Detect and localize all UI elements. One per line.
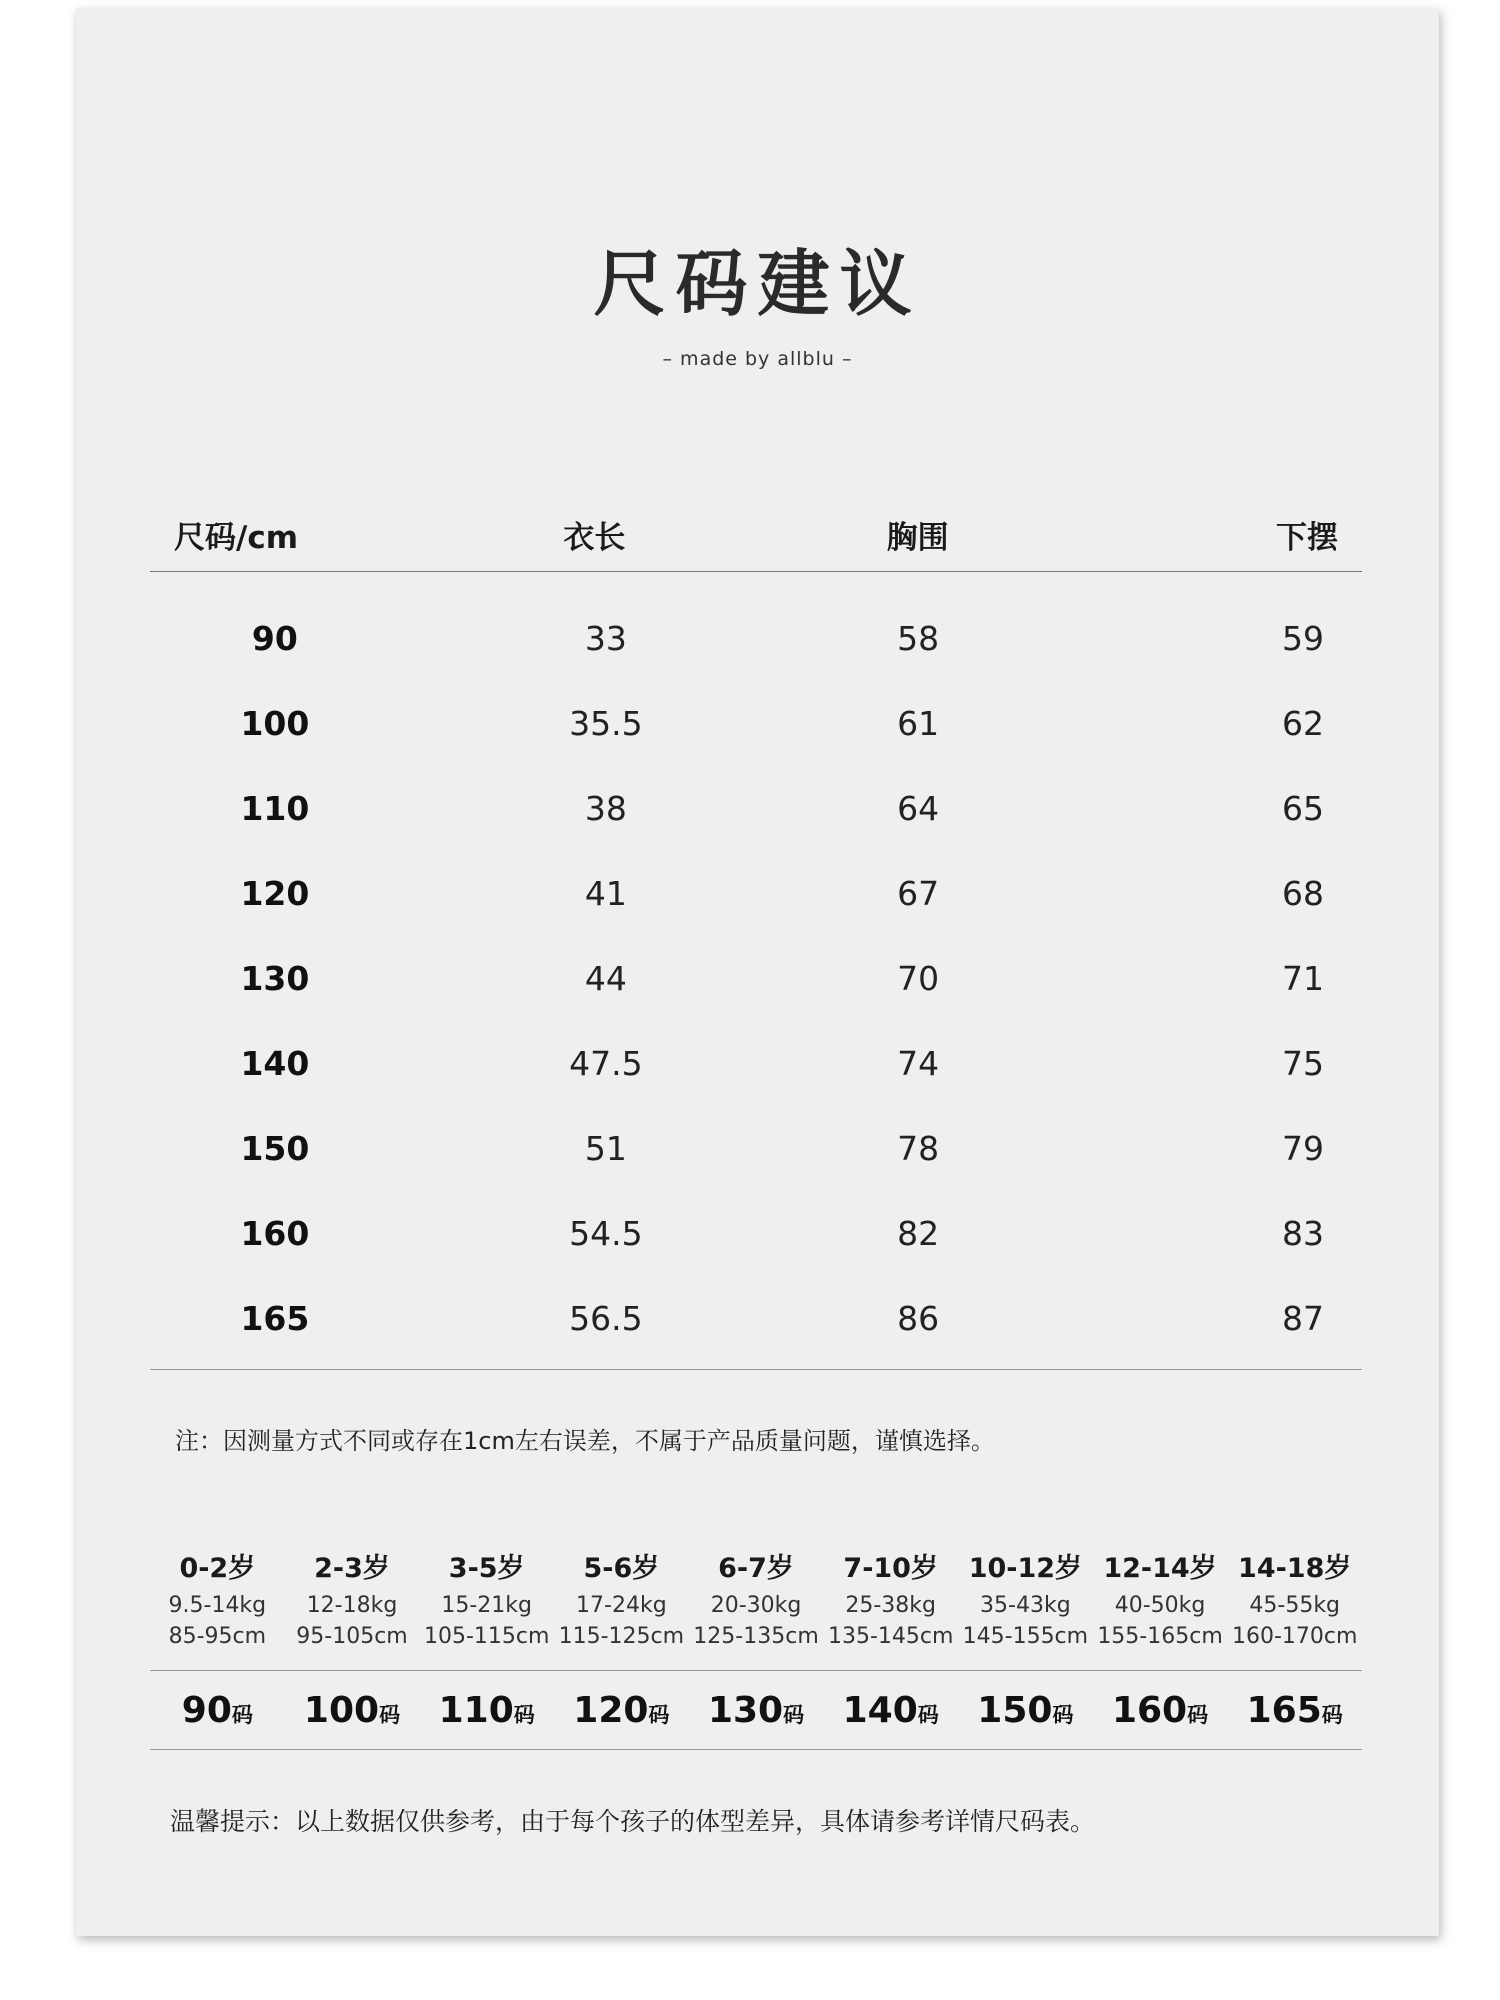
cell-chest: 61	[897, 704, 940, 743]
cell-length: 33	[584, 619, 627, 658]
age-guide-item	[1227, 1548, 1362, 1652]
cell-hem: 68	[1282, 874, 1324, 913]
cell-hem: 79	[1282, 1129, 1324, 1168]
cell-hem: 75	[1282, 1044, 1324, 1083]
age-label: 6-7岁	[718, 1553, 794, 1584]
table-row	[150, 936, 1362, 1021]
age-guide-item	[823, 1548, 958, 1652]
cell-chest: 78	[897, 1129, 940, 1168]
page-title: 尺码建议	[593, 242, 922, 326]
size-code-unit: 码	[231, 1702, 253, 1727]
cell-length: 47.5	[569, 1044, 643, 1083]
cell-chest: 64	[897, 789, 940, 828]
age-guide-item	[285, 1548, 420, 1652]
size-code-number: 110	[438, 1689, 514, 1731]
warm-tip: 温馨提示：以上数据仅供参考，由于每个孩子的体型差异，具体请参考详情尺码表。	[170, 1807, 1096, 1836]
age-label: 7-10岁	[843, 1553, 938, 1584]
age-height: 85-95cm	[168, 1624, 267, 1649]
size-code-unit: 码	[648, 1702, 670, 1727]
size-chart-card	[76, 8, 1439, 1936]
cell-chest: 58	[897, 619, 940, 658]
cell-hem: 71	[1282, 959, 1324, 998]
table-row	[150, 1021, 1362, 1106]
cell-length: 41	[584, 874, 627, 913]
cell-size: 165	[240, 1299, 310, 1338]
cell-size: 130	[240, 959, 310, 998]
age-height: 125-135cm	[693, 1624, 819, 1649]
table-row	[150, 681, 1362, 766]
cell-size: 110	[240, 789, 310, 828]
age-weight: 20-30kg	[710, 1593, 802, 1618]
size-code-row	[150, 1670, 1362, 1750]
age-height: 135-145cm	[827, 1624, 954, 1649]
age-weight: 35-43kg	[980, 1593, 1071, 1618]
size-code	[1093, 1690, 1228, 1731]
size-code	[1227, 1690, 1362, 1731]
size-code	[689, 1690, 824, 1731]
age-weight: 40-50kg	[1114, 1593, 1206, 1618]
cell-hem: 65	[1282, 789, 1324, 828]
age-weight: 12-18kg	[306, 1593, 398, 1618]
size-code-unit: 码	[917, 1702, 939, 1727]
age-guide-item	[150, 1548, 285, 1652]
cell-chest: 70	[897, 959, 940, 998]
age-height: 160-170cm	[1231, 1624, 1358, 1649]
cell-length: 35.5	[569, 704, 643, 743]
size-code-unit: 码	[1187, 1702, 1209, 1727]
age-height: 155-165cm	[1097, 1624, 1223, 1649]
age-label: 3-5岁	[448, 1553, 525, 1584]
age-label: 12-14岁	[1103, 1553, 1217, 1584]
size-code-unit: 码	[1052, 1702, 1074, 1727]
table-row	[150, 1106, 1362, 1191]
size-code-number: 120	[573, 1689, 649, 1731]
age-weight: 25-38kg	[845, 1593, 937, 1618]
cell-length: 44	[584, 959, 627, 998]
cell-hem: 59	[1282, 619, 1324, 658]
size-code-number: 140	[842, 1689, 918, 1731]
age-guide-item	[1093, 1548, 1228, 1652]
cell-length: 38	[584, 789, 627, 828]
age-height: 145-155cm	[962, 1624, 1089, 1649]
size-table	[150, 498, 1362, 1370]
size-code	[958, 1690, 1093, 1731]
size-table-body	[150, 572, 1362, 1370]
size-code-number: 100	[303, 1689, 380, 1731]
size-code	[419, 1690, 554, 1731]
age-height: 105-115cm	[423, 1624, 550, 1649]
size-code-unit: 码	[379, 1702, 401, 1727]
cell-hem: 62	[1282, 704, 1324, 743]
cell-length: 56.5	[569, 1299, 643, 1338]
cell-chest: 86	[897, 1299, 940, 1338]
cell-hem: 83	[1282, 1214, 1324, 1253]
age-weight: 15-21kg	[441, 1593, 532, 1618]
cell-length: 54.5	[569, 1214, 643, 1253]
size-code-number: 130	[707, 1689, 784, 1731]
size-code	[823, 1690, 958, 1731]
size-code-number: 160	[1111, 1689, 1188, 1731]
cell-chest: 82	[897, 1214, 940, 1253]
age-label: 0-2岁	[179, 1553, 256, 1584]
measurement-note: 注：因测量方式不同或存在1cm左右误差，不属于产品质量问题，谨慎选择。	[175, 1427, 995, 1455]
table-row	[150, 851, 1362, 936]
size-code	[554, 1690, 689, 1731]
age-label: 2-3岁	[314, 1553, 390, 1584]
table-row	[150, 1191, 1362, 1276]
cell-size: 160	[240, 1214, 310, 1253]
age-guide-item	[958, 1548, 1093, 1652]
size-code-unit: 码	[1321, 1702, 1343, 1727]
age-guide-item	[419, 1548, 554, 1652]
header-length: 衣长	[563, 520, 626, 556]
cell-size: 100	[240, 704, 310, 743]
cell-length: 51	[584, 1129, 627, 1168]
cell-size: 140	[240, 1044, 310, 1083]
header-hem: 下摆	[1276, 520, 1338, 556]
header-size: 尺码/cm	[174, 520, 298, 556]
size-code	[150, 1690, 285, 1731]
age-weight: 9.5-14kg	[168, 1593, 267, 1618]
size-code-number: 90	[181, 1689, 232, 1731]
size-code-unit: 码	[783, 1702, 805, 1727]
header-chest: 胸围	[886, 520, 949, 556]
age-label: 14-18岁	[1238, 1553, 1352, 1584]
size-code-number: 165	[1246, 1689, 1322, 1731]
age-height: 95-105cm	[296, 1624, 408, 1649]
cell-size: 150	[240, 1129, 310, 1168]
page-subtitle: – made by allblu –	[662, 348, 853, 370]
size-table-header	[150, 498, 1362, 572]
age-height: 115-125cm	[558, 1624, 685, 1649]
age-label: 10-12岁	[968, 1553, 1083, 1584]
table-row	[150, 766, 1362, 851]
size-code-number: 150	[977, 1689, 1053, 1731]
cell-hem: 87	[1282, 1299, 1324, 1338]
size-code	[285, 1690, 420, 1731]
age-label: 5-6岁	[583, 1553, 660, 1584]
age-weight: 17-24kg	[576, 1593, 667, 1618]
cell-size: 90	[251, 619, 298, 658]
cell-size: 120	[240, 874, 310, 913]
table-row	[150, 596, 1362, 681]
cell-chest: 74	[897, 1044, 940, 1083]
table-row	[150, 1276, 1362, 1361]
age-guide-item	[554, 1548, 689, 1652]
age-guide-table	[150, 1548, 1362, 1750]
cell-chest: 67	[897, 874, 940, 913]
age-guide-item	[689, 1548, 824, 1652]
age-weight: 45-55kg	[1249, 1593, 1341, 1618]
age-guide-row	[150, 1548, 1362, 1652]
size-code-unit: 码	[513, 1702, 535, 1727]
